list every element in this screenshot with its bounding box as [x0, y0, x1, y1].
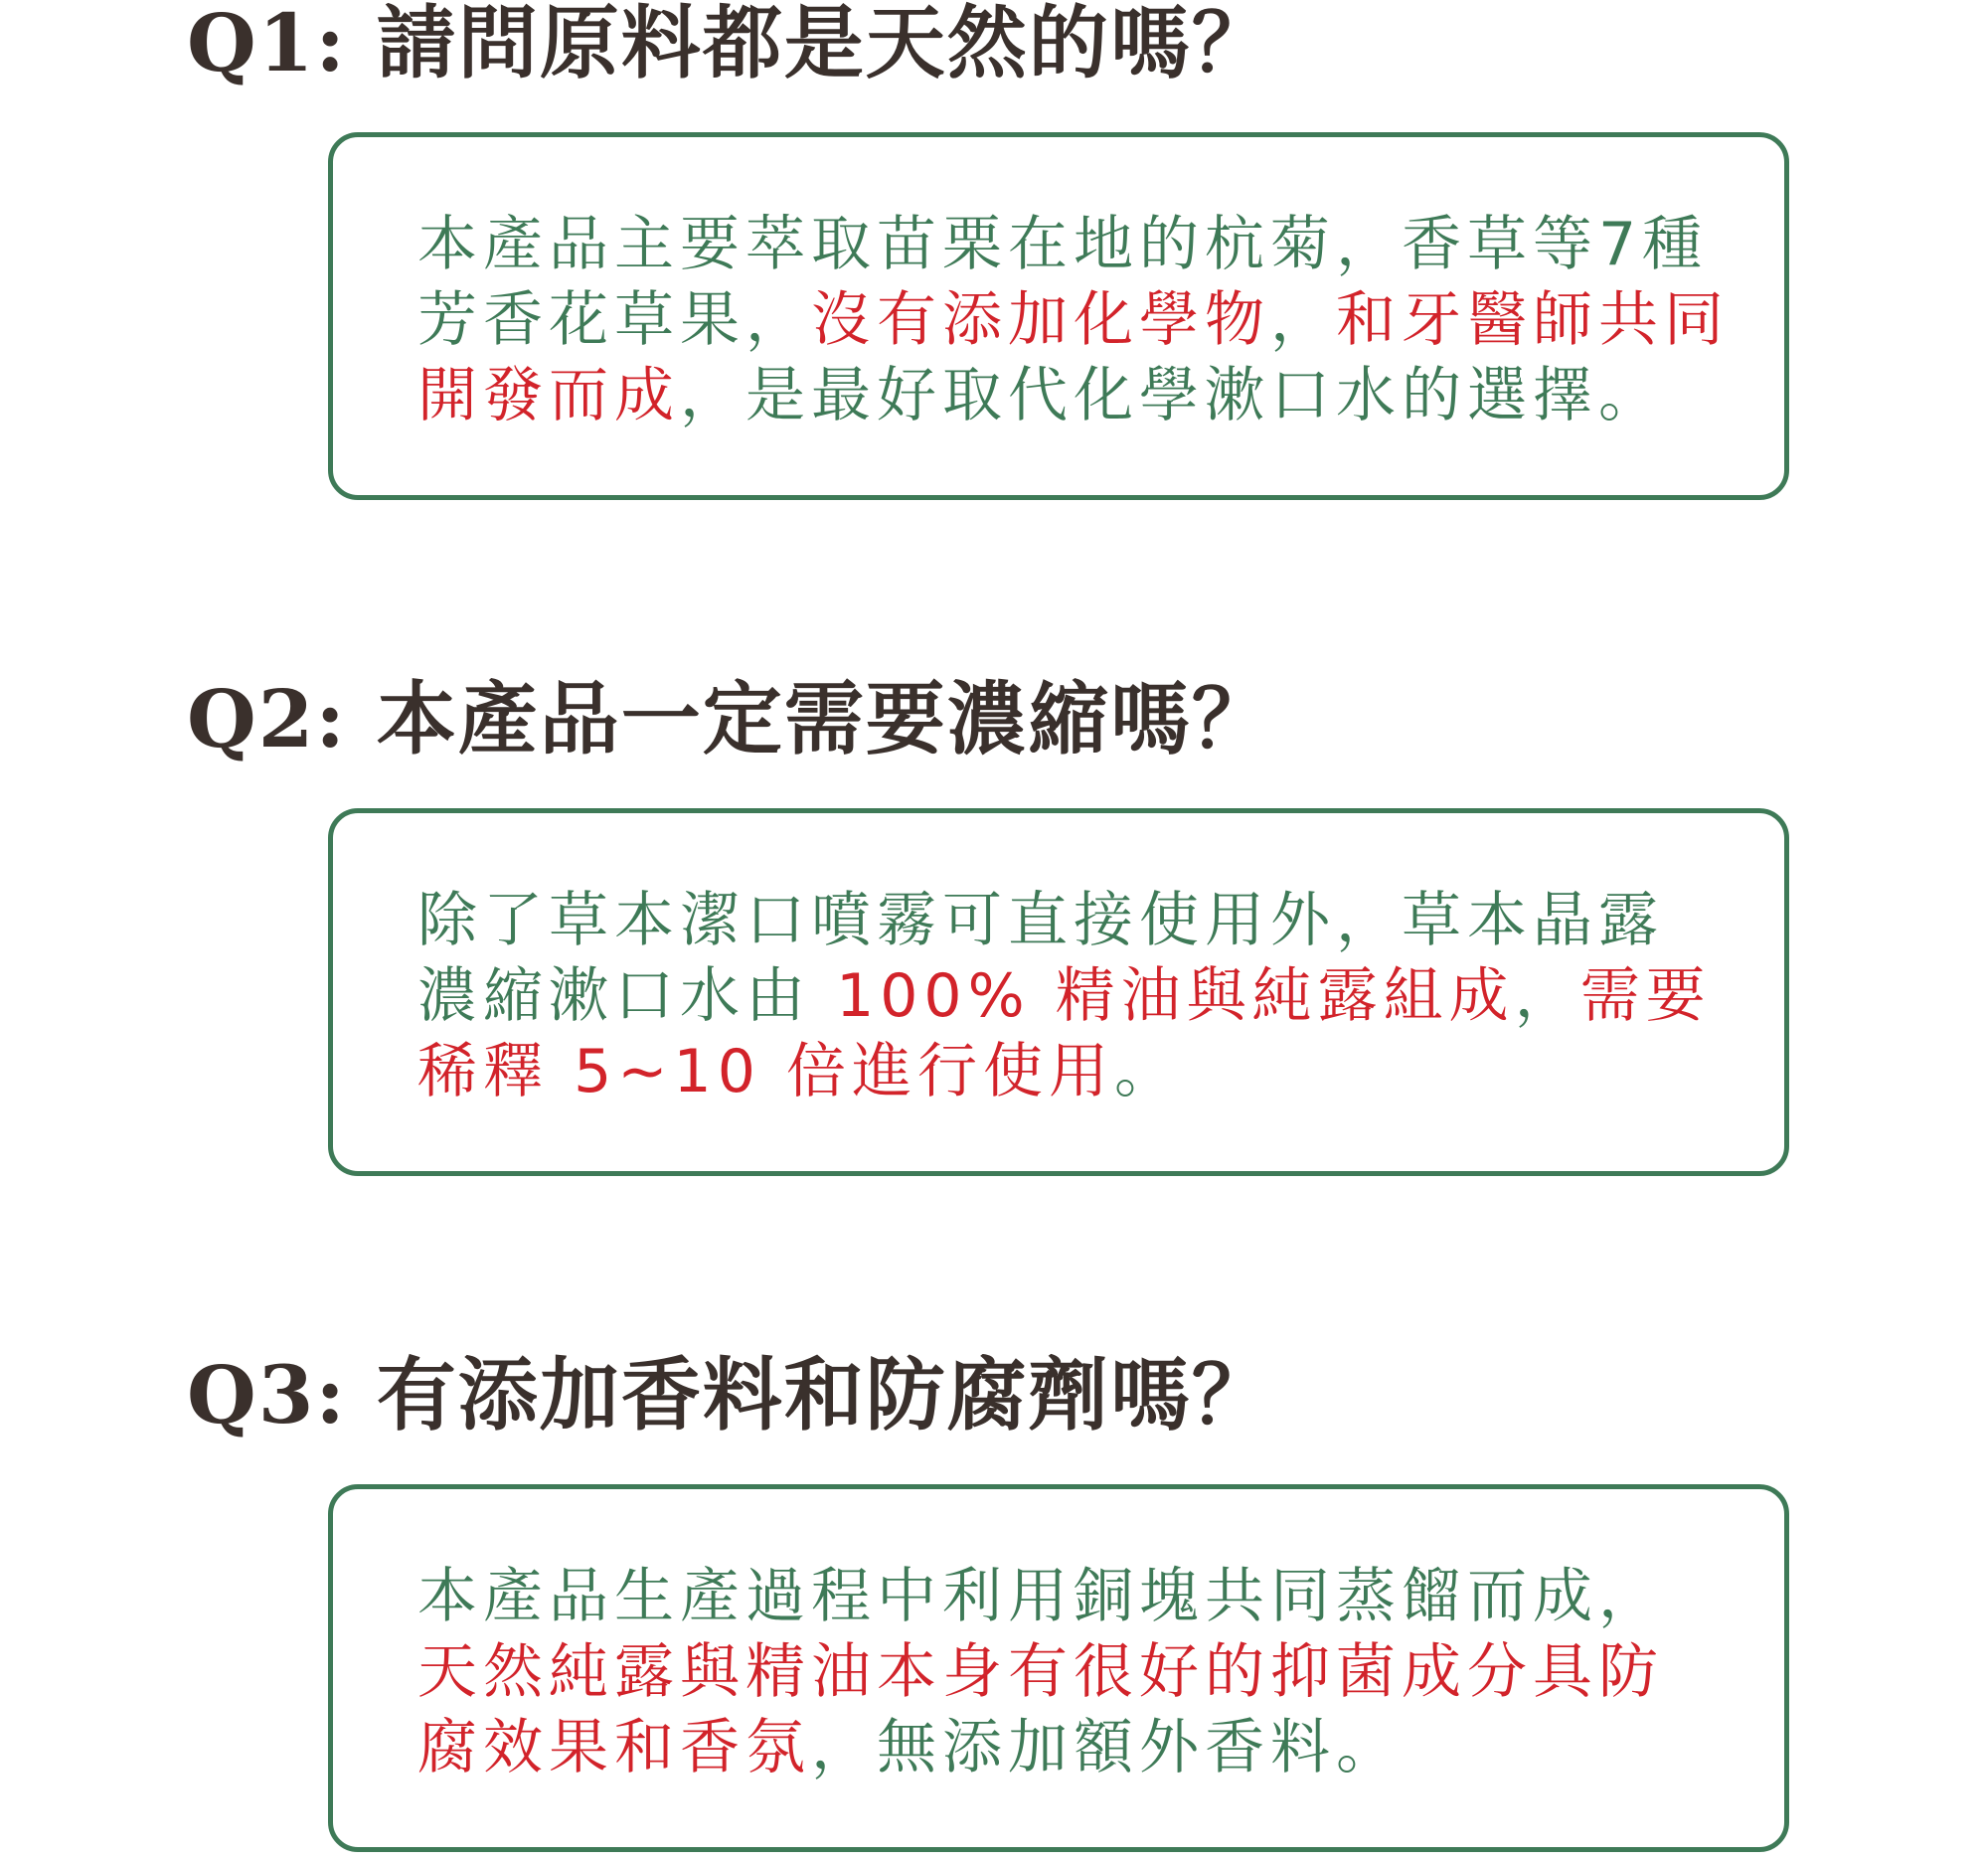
answer-line	[417, 207, 1749, 282]
card-frame	[328, 132, 1789, 500]
answer-text: ，	[1270, 285, 1336, 355]
answer-line	[417, 358, 1749, 433]
answer-highlight: 需要	[1579, 961, 1712, 1031]
card-frame	[328, 808, 1789, 1176]
answer-highlight: 沒有添加化學物	[811, 285, 1270, 355]
answer-text: ，是最好取代化學漱口水的選擇。	[680, 361, 1664, 430]
answer-line	[417, 958, 1749, 1034]
answer-highlight: 和牙醫師共同	[1336, 285, 1730, 355]
faq-answer-3	[417, 1559, 1749, 1785]
answer-highlight: 開發而成	[417, 361, 680, 430]
answer-line	[417, 1559, 1749, 1634]
faq-answer-card-3	[328, 1484, 1789, 1852]
answer-highlight: 100% 精油與純露組成	[836, 961, 1515, 1031]
faq-question-1: Q1: 請問原料都是天然的嗎？	[187, 0, 1273, 89]
faq-question-3: Q3: 有添加香料和防腐劑嗎？	[187, 1348, 1273, 1441]
answer-line	[417, 1634, 1749, 1710]
answer-highlight: 腐效果和香氛	[417, 1713, 811, 1782]
faq-answer-1	[417, 207, 1749, 433]
answer-text: ，	[1514, 961, 1580, 1031]
answer-line	[417, 1034, 1749, 1109]
answer-text: 除了草本潔口噴霧可直接使用外，草本晶露	[417, 886, 1664, 955]
answer-line	[417, 883, 1749, 958]
answer-line	[417, 282, 1749, 358]
answer-text: 本產品主要萃取苗栗在地的杭菊，香草等7種	[417, 210, 1709, 279]
faq-answer-card-2	[328, 808, 1789, 1176]
answer-line	[417, 1710, 1749, 1785]
faq-answer-card-1	[328, 132, 1789, 500]
faq-question-2: Q2: 本產品一定需要濃縮嗎？	[187, 672, 1273, 765]
answer-text: 芳香花草果，	[417, 285, 811, 355]
faq-answer-2	[417, 883, 1749, 1109]
answer-text: 本產品生產過程中利用銅塊共同蒸餾而成，	[417, 1562, 1664, 1631]
answer-highlight: 稀釋 5~10 倍進行使用	[417, 1037, 1114, 1106]
answer-text: 濃縮漱口水由	[417, 961, 837, 1031]
card-frame	[328, 1484, 1789, 1852]
answer-text: 。	[1113, 1037, 1180, 1106]
answer-highlight: 天然純露與精油本身有很好的抑菌成分具防	[417, 1637, 1664, 1707]
answer-text: ，無添加額外香料。	[811, 1713, 1402, 1782]
